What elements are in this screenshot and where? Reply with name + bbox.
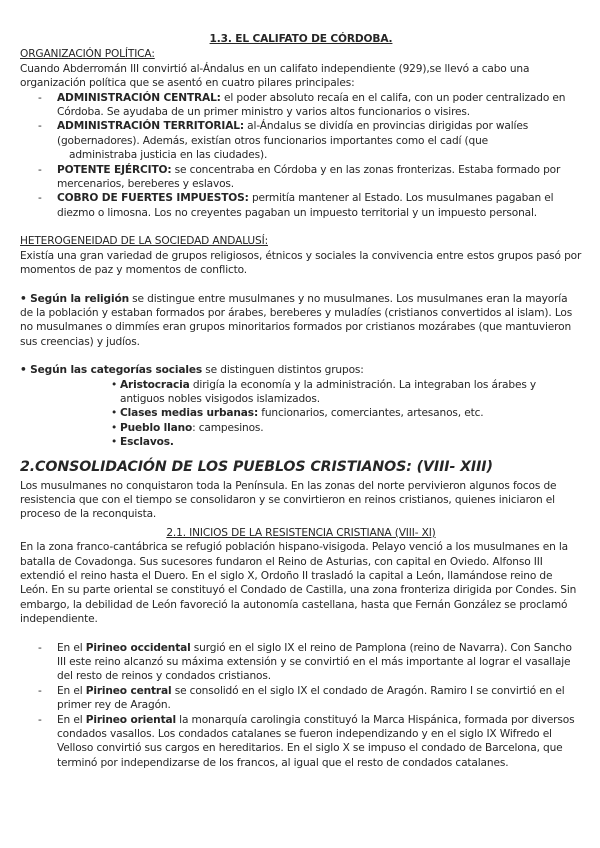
social-paragraph: • Según las categorías sociales se distinguen distintos grupos:	[20, 364, 364, 377]
item-text: dirigía la economía y la administración. La integraban los árabes y antiguos nobles visigodos islamizados.	[120, 378, 537, 405]
religion-paragraph: • Según la religión se distingue entre musulmanes y no musulmanes. Los musulmanes eran la mayoría de la población y estaban formados por árabes, bereberes y muladíes (cristianos convertidos al islam). Los no musulmanes o dimmíes eran grupos minoritarios formados por cristianos mozárabes (que mantuvieron sus creencias) y judíos.	[20, 292, 573, 348]
list-item	[38, 91, 582, 120]
item-text: la monarquía carolingia constituyó la Marca Hispánica, formada por diversos condados vasallos. Los condados catalanes se fueron independizando y en el siglo IX Wifredo el Velloso convirtió sus cargos en hereditarios. En el siglo X se impuso el condado de Barcelona, que terminó por independizarse de los francos, al igual que el resto de condados catalanes.	[57, 713, 575, 769]
item-text-continuation: administraba justicia en las ciudades).	[69, 149, 268, 162]
item-text: funcionarios, comerciantes, artesanos, etc.	[258, 407, 484, 420]
page-title: 1.3. EL CALIFATO DE CÓRDOBA.	[209, 33, 393, 45]
list-item	[38, 713, 582, 771]
list-item	[38, 641, 582, 684]
organizacion-list	[20, 91, 582, 221]
list-item	[38, 684, 582, 713]
consolidacion-intro: Los musulmanes no conquistaron toda la Península. En las zonas del norte pervivieron algunos focos de resistencia que con el tiempo se consolidaron y se convirtieron en reinos cristianos, quienes iniciaron el proceso de la reconquista.	[20, 479, 557, 521]
item-label: ADMINISTRACIÓN CENTRAL:	[57, 91, 221, 104]
item-text: se consolidó en el siglo IX el condado de Aragón. Ramiro I se convirtió en el primer rey de Aragón.	[57, 684, 565, 712]
item-text: surgió en el siglo IX el reino de Pamplona (reino de Navarra). Con Sancho III este reino alcanzó su máxima extensión y se convirtió en el más importante al lograr el vasallaje del resto de reinos y condados cristianos.	[57, 641, 572, 683]
item-label: ADMINISTRACIÓN TERRITORIAL:	[57, 120, 244, 133]
item-label: Esclavos.	[120, 436, 174, 449]
item-prefix: En el	[57, 641, 86, 654]
item-text: : campesinos.	[192, 421, 264, 434]
section-heading-heterogeneidad: HETEROGENEIDAD DE LA SOCIEDAD ANDALUSÍ:	[20, 235, 268, 248]
social-text: se distinguen distintos grupos:	[202, 364, 364, 377]
item-label: POTENTE EJÉRCITO:	[57, 163, 172, 176]
item-label: Pirineo central	[85, 684, 172, 697]
item-text: el poder absoluto recaía en el califa, con un poder centralizado en Córdoba. Se ayudaba de un primer ministro y varios altos funcionarios o visires.	[57, 91, 566, 119]
section-heading-organizacion: ORGANIZACIÓN POLÍTICA:	[20, 48, 155, 61]
list-item	[111, 435, 582, 449]
item-prefix: En el	[57, 684, 86, 697]
section-heading-consolidacion: 2.CONSOLIDACIÓN DE LOS PUEBLOS CRISTIANOS: (VIII- XIII)	[20, 458, 493, 475]
pirineo-list	[20, 641, 582, 771]
list-item	[38, 163, 582, 192]
list-item	[38, 119, 582, 162]
subsection-heading-resistencia: 2.1. INICIOS DE LA RESISTENCIA CRISTIANA (VIII- XI)	[166, 526, 436, 539]
item-label: Clases medias urbanas:	[120, 407, 259, 420]
organizacion-intro: Cuando Abderromán III convirtió al-Ándalus en un califato independiente (929),se llevó a cabo una organización política que se asentó en cuatro pilares principales:	[20, 62, 530, 90]
item-label: COBRO DE FUERTES IMPUESTOS:	[57, 192, 249, 205]
item-text: permitía mantener al Estado. Los musulmanes pagaban el diezmo o limosna. Los no creyentes pagaban un impuesto territorial y un impuesto personal.	[57, 192, 554, 219]
item-label: Pueblo llano	[120, 421, 193, 434]
resistencia-paragraph: En la zona franco-cantábrica se refugió población hispano-visigoda. Pelayo venció a los musulmanes en la batalla de Covadonga. Sus sucesores fundaron el Reino de Asturias, con capital en Oviedo. Alfonso III extendió el reino hasta el Duero. En el siglo X, Ordoño II trasladó la capital a León, llamándose reino de León. En su parte oriental se constituyó el Condado de Castilla, una zona fronteriza dirigida por Condes. Sin embargo, la debilidad de León favoreció la autonomía castellana, hasta que Fernán González se proclamó independiente.	[20, 541, 577, 626]
religion-text: se distingue entre musulmanes y no musulmanes. Los musulmanes eran la mayoría de la población y estaban formados por árabes, bereberes y muladíes (cristianos convertidos al islam). Los no musulmanes o dimmíes eran grupos minoritarios formados por cristianos mozárabes (que mantuvieron sus creencias) y judíos.	[20, 292, 573, 348]
social-list	[20, 378, 582, 450]
list-item	[111, 406, 582, 420]
item-text: se concentraba en Córdoba y en las zonas fronterizas. Estaba formado por mercenarios, bereberes y eslavos.	[57, 163, 561, 191]
heterogeneidad-intro: Existía una gran variedad de grupos religiosos, étnicos y sociales la convivencia entre estos grupos pasó por momentos de paz y momentos de conflicto.	[20, 249, 582, 277]
list-item	[38, 191, 582, 220]
social-label: Según las categorías sociales	[30, 364, 203, 377]
list-item	[111, 421, 582, 435]
item-label: Aristocracia	[120, 378, 190, 391]
religion-label: Según la religión	[30, 292, 129, 305]
list-item	[111, 378, 582, 407]
item-label: Pirineo oriental	[85, 713, 176, 726]
item-prefix: En el	[57, 713, 86, 726]
item-text: al-Ándalus se dividía en provincias dirigidas por walíes (gobernadores). Además, existían otros funcionarios importantes como el cadí (que	[57, 120, 529, 147]
item-label: Pirineo occidental	[85, 641, 191, 654]
